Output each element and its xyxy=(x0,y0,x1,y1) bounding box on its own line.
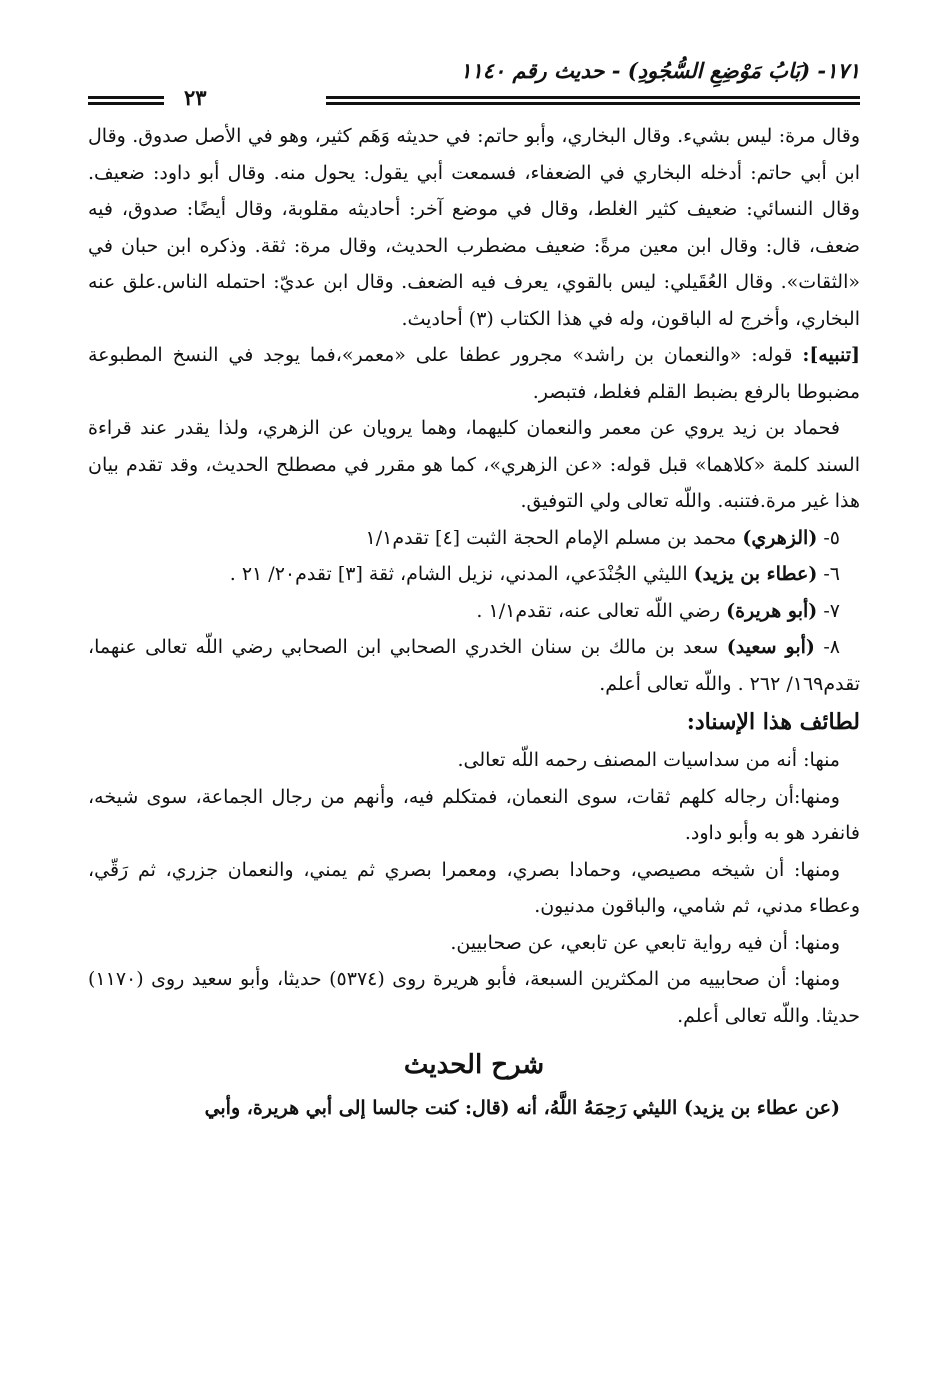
sharh-heading: شرح الحديث xyxy=(403,1050,545,1080)
lataif-heading: لطائف هذا الإسناد: xyxy=(686,709,860,735)
narrator-name: (أبو سعيد) xyxy=(726,636,815,658)
narrator-text: رضي اللّه تعالى عنه، تقدم١/١ . xyxy=(476,599,727,622)
tanbih-text: قوله: «والنعمان بن راشد» مجرور عطفا على «معمر»،فما يوجد في النسخ المطبوعة مضبوطا بالرفع بضبط القلم فغلط، فتبصر. xyxy=(88,344,860,403)
lataif-list xyxy=(88,742,860,1034)
lataif-item: منها: أنه من سداسيات المصنف رحمه اللّه تعالى. xyxy=(457,749,840,771)
lataif-item: ومنها: أن صحابييه من المكثرين السبعة، فأبو هريرة روى (٥٣٧٤) حديثا، وأبو سعيد روى (١١٧٠) حديثا. واللّه تعالى أعلم. xyxy=(88,968,860,1027)
sharh-first-line: (عن عطاء بن يزيد) الليثي رَحِمَهُ اللَّهُ، أنه (قال: كنت جالسا إلى أبي هريرة، وأبي xyxy=(204,1097,840,1119)
narrator-number: ٧- xyxy=(817,599,840,622)
hammad-paragraph: فحماد بن زيد يروي عن معمر والنعمان كليهما، وهما يرويان عن الزهري، ولذا يقدر عند قراءة السند كلمة «كلاهما» قبل قوله: «عن الزهري»، كما هو مقرر في مصطلح الحديث، وقد تقدم بيان هذا غير مرة.فتنبه. واللّه تعالى ولي التوفيق. xyxy=(88,417,860,512)
narrator-number: ٦- xyxy=(817,563,840,585)
narrator-name: (أبو هريرة) xyxy=(726,599,818,622)
header-rule-right xyxy=(326,96,860,105)
page-number: ٢٣ xyxy=(184,85,207,110)
narrator-text: سعد بن مالك بن سنان الخدري الصحابي ابن الصحابي رضي اللّه تعالى عنهما، تقدم١٦٩/ ٢٦٢ . واللّه تعالى أعلم. xyxy=(88,636,860,695)
running-head: ١٧١- (بَابُ مَوْضِعِ السُّجُودِ) - حديث رقم ١١٤٠ xyxy=(460,58,860,83)
page-body xyxy=(88,118,860,1127)
lataif-item: ومنها: أن شيخه مصيصي، وحمادا بصري، ومعمرا بصري ثم يمني، والنعمان جزري، ثم رَقّي، وعطاء مدني، ثم شامي، والباقون مدنيون. xyxy=(88,858,860,917)
narrator-number: ٨- xyxy=(814,636,840,658)
narrator-text: الليثي الجُنْدَعي، المدني، نزيل الشام، ثقة [٣] تقدم٢٠/ ٢١ . xyxy=(229,563,694,585)
narrator-item xyxy=(88,556,860,593)
narrator-text: محمد بن مسلم الإمام الحجة الثبت [٤] تقدم١/١ xyxy=(365,526,743,549)
lataif-item: ومنها:أن رجاله كلهم ثقات، سوى النعمان، فمتكلم فيه، وأنهم من رجال الجماعة، سوى شيخه، فانفرد هو به وأبو داود. xyxy=(88,785,860,844)
narrator-name: (الزهري) xyxy=(742,526,818,549)
tanbih-paragraph xyxy=(88,337,860,410)
lataif-item: ومنها: أن فيه رواية تابعي عن تابعي، عن صحابيين. xyxy=(450,931,840,954)
narrator-name: (عطاء بن يزيد) xyxy=(693,563,818,585)
tanbih-label: [تنبيه]: xyxy=(802,344,860,366)
narrators-list xyxy=(88,520,860,703)
header-rule-left xyxy=(88,96,164,105)
page-header xyxy=(88,58,860,118)
biography-paragraph: وقال مرة: ليس بشيء. وقال البخاري، وأبو حاتم: في حديثه وَهَم كثير، وهو في الأصل صدوق. وقال ابن أبي حاتم: أدخله البخاري في الضعفاء، فسمعت أبي يقول: يحول منه. وقال أبو داود: ضعيف. وقال النسائي: ضعيف كثير الغلط، وقال في موضع آخر: أحاديثه مقلوبة، وقال أيضًا: صدوق، فيه ضعف، قال: وقال ابن معين مرةً: ضعيف مضطرب الحديث، وقال مرة: ثقة. وذكره ابن حبان في «الثقات». وقال العُقَيلي: ليس بالقوي، يعرف فيه الضعف. وقال ابن عديّ: احتمله الناس.علق عنه البخاري، وأخرج له الباقون، وله في هذا الكتاب (٣) أحاديث. xyxy=(88,125,860,330)
narrator-item xyxy=(88,520,860,557)
narrator-item xyxy=(88,593,860,630)
narrator-number: ٥- xyxy=(817,526,840,549)
book-page xyxy=(88,58,860,1318)
narrator-item xyxy=(88,629,860,702)
